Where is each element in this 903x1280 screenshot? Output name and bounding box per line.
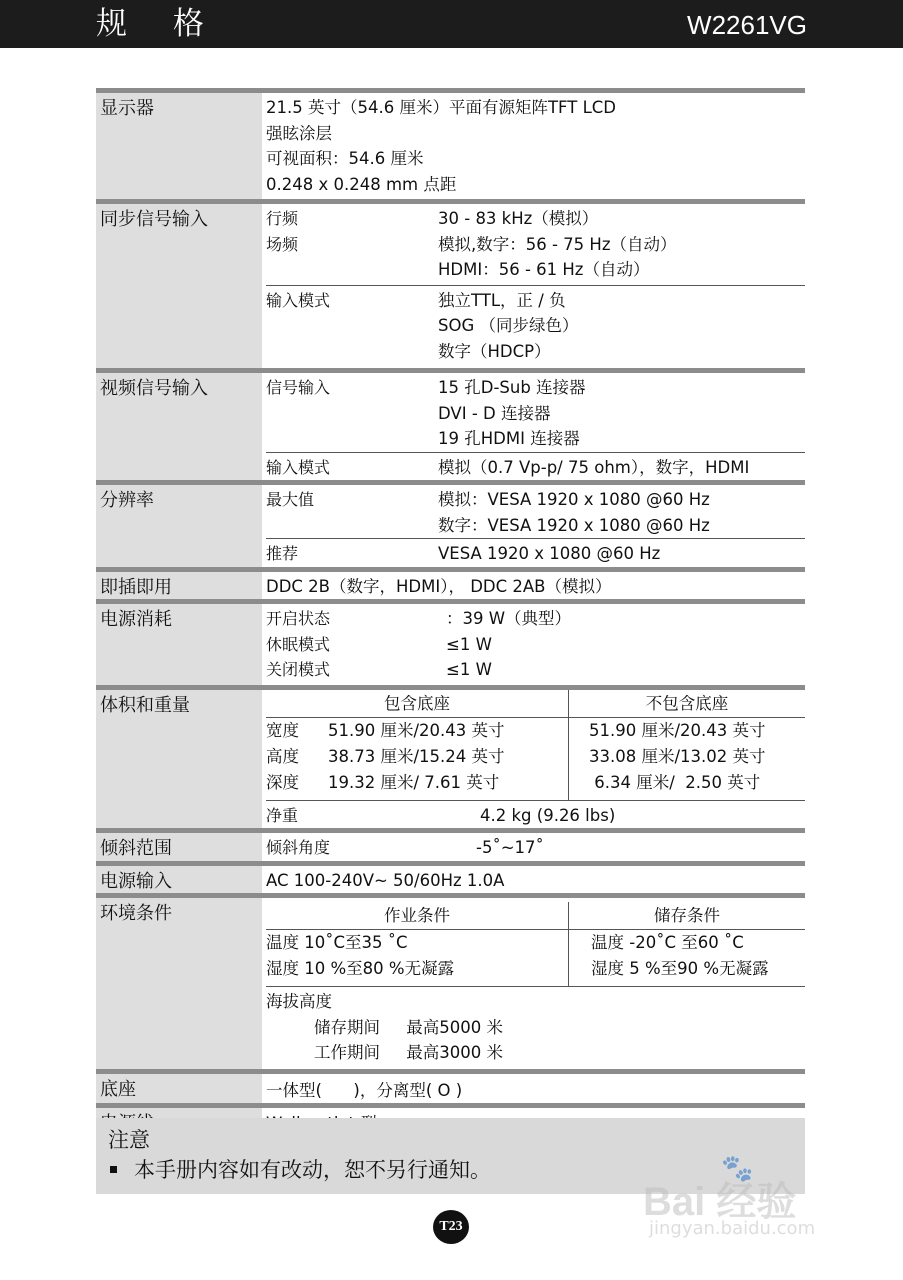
tilt-value: -5˚~17˚ — [476, 838, 544, 857]
power-mode-label: 关闭模式 — [266, 660, 331, 679]
resolution-rec-value: VESA 1920 x 1080 @60 Hz — [438, 544, 661, 563]
power-mode-value: ≤1 W — [446, 634, 492, 654]
altitude-label: 海拔高度 — [266, 992, 332, 1011]
resolution-rec-label: 推荐 — [266, 544, 299, 563]
section-label: 分辨率 — [96, 485, 262, 567]
env-storage-value: 湿度 5 %至90 %无凝露 — [591, 959, 769, 978]
section-stand — [96, 1069, 805, 1104]
altitude-value: 储存期间 最高5000 米 — [314, 1017, 503, 1037]
video-signal-value: DVI - D 连接器 — [438, 403, 551, 423]
section-resolution — [96, 480, 805, 567]
env-operating-header: 作业条件 — [266, 902, 568, 930]
altitude-value: 工作期间 最高3000 米 — [314, 1043, 503, 1062]
section-label: 环境条件 — [96, 898, 262, 1069]
section-tilt-range — [96, 828, 805, 861]
section-label: 同步信号输入 — [96, 204, 262, 368]
section-dimensions-weight — [96, 685, 805, 829]
spec-table — [96, 88, 805, 1144]
sync-mode-label: 输入模式 — [266, 290, 331, 310]
sync-value: 30 - 83 kHz（模拟） — [438, 209, 599, 228]
section-label: 体积和重量 — [96, 690, 262, 829]
section-plug-and-play — [96, 567, 805, 600]
video-signal-value: 19 孔HDMI 连接器 — [438, 429, 580, 448]
dim-label: 宽度 — [266, 720, 299, 740]
weight-value: 4.2 kg (9.26 lbs) — [480, 805, 616, 825]
note-title: 注意 — [108, 1128, 150, 1152]
section-label: 电源消耗 — [96, 604, 262, 685]
power-mode-value: ≤1 W — [446, 660, 492, 679]
video-mode-label: 输入模式 — [266, 457, 331, 477]
model-number: W2261VG — [687, 10, 807, 40]
paw-icon: 🐾 — [721, 1154, 754, 1184]
dim-with-stand-value: 19.32 厘米/ 7.61 英寸 — [328, 772, 500, 792]
section-environment — [96, 893, 805, 1069]
power-mode-value: ：39 W（典型） — [446, 609, 572, 628]
watermark-url: jingyan.baidu.com — [649, 1218, 816, 1239]
watermark-brand: Bai 经验 — [643, 1180, 797, 1224]
section-power-input — [96, 861, 805, 894]
resolution-max-label: 最大值 — [266, 490, 315, 509]
display-line: 强眩涂层 — [266, 123, 332, 143]
dim-with-stand-value: 38.73 厘米/15.24 英寸 — [328, 746, 505, 766]
section-label: 显示器 — [96, 93, 262, 199]
bullet-icon — [110, 1166, 117, 1173]
display-line: 可视面积：54.6 厘米 — [266, 149, 424, 168]
video-mode-value: 模拟（0.7 Vp-p/ 75 ohm），数字，HDMI — [438, 457, 750, 477]
env-storage-header: 储存条件 — [569, 902, 805, 930]
section-power-consumption — [96, 599, 805, 685]
page-header-bar — [0, 0, 903, 48]
env-operating-value: 湿度 10 %至80 %无凝露 — [266, 959, 455, 978]
dim-with-stand-value: 51.90 厘米/20.43 英寸 — [328, 720, 505, 740]
tilt-label: 倾斜角度 — [266, 838, 331, 857]
section-label: 倾斜范围 — [96, 833, 262, 861]
section-label: 底座 — [96, 1074, 262, 1104]
watermark — [643, 1148, 843, 1248]
dim-label: 深度 — [266, 772, 299, 792]
dim-without-stand-value: 33.08 厘米/13.02 英寸 — [589, 746, 766, 766]
env-operating-value: 温度 10˚C至35 ˚C — [266, 933, 408, 952]
video-signal-value: 15 孔D-Sub 连接器 — [438, 378, 586, 397]
dim-without-stand-value: 6.34 厘米/ 2.50 英寸 — [589, 772, 761, 792]
note-text: 本手册内容如有改动，恕不另行通知。 — [134, 1158, 491, 1182]
sync-mode-value: SOG （同步绿色） — [438, 316, 579, 335]
sync-mode-value: 数字（HDCP） — [438, 341, 551, 361]
section-display — [96, 88, 805, 199]
dims-with-stand-header: 包含底座 — [266, 690, 568, 718]
display-line: 21.5 英寸（54.6 厘米）平面有源矩阵TFT LCD — [266, 98, 616, 117]
video-signal-label: 信号输入 — [266, 378, 331, 397]
stand-value: 一体型( )，分离型( O ) — [266, 1080, 463, 1100]
weight-label: 净重 — [266, 805, 299, 825]
power-mode-label: 开启状态 — [266, 609, 331, 628]
dims-without-stand-header: 不包含底座 — [569, 690, 805, 718]
env-storage-value: 温度 -20˚C 至60 ˚C — [591, 933, 744, 952]
resolution-max-value: 模拟：VESA 1920 x 1080 @60 Hz — [438, 490, 710, 509]
section-video-input — [96, 368, 805, 480]
section-label: 电源输入 — [96, 866, 262, 894]
power-input-value: AC 100-240V~ 50/60Hz 1.0A — [266, 870, 505, 890]
resolution-max-value: 数字：VESA 1920 x 1080 @60 Hz — [438, 515, 710, 535]
dim-label: 高度 — [266, 746, 299, 766]
section-label: 视频信号输入 — [96, 373, 262, 480]
page-title: 规 格 — [96, 6, 222, 42]
sync-label: 行频 — [266, 209, 299, 228]
sync-label: 场频 — [266, 234, 299, 254]
display-line: 0.248 x 0.248 mm 点距 — [266, 174, 457, 194]
sync-value: HDMI：56 - 61 Hz（自动） — [438, 260, 650, 279]
section-label: 即插即用 — [96, 572, 262, 600]
pnp-value: DDC 2B（数字，HDMI）， DDC 2AB（模拟） — [266, 576, 612, 596]
sync-mode-value: 独立TTL，正 / 负 — [438, 290, 566, 310]
section-sync-input — [96, 199, 805, 368]
page-number: T23 — [433, 1210, 469, 1244]
sync-value: 模拟,数字：56 - 75 Hz（自动） — [438, 234, 677, 254]
dim-without-stand-value: 51.90 厘米/20.43 英寸 — [589, 720, 766, 740]
power-mode-label: 休眠模式 — [266, 634, 331, 654]
